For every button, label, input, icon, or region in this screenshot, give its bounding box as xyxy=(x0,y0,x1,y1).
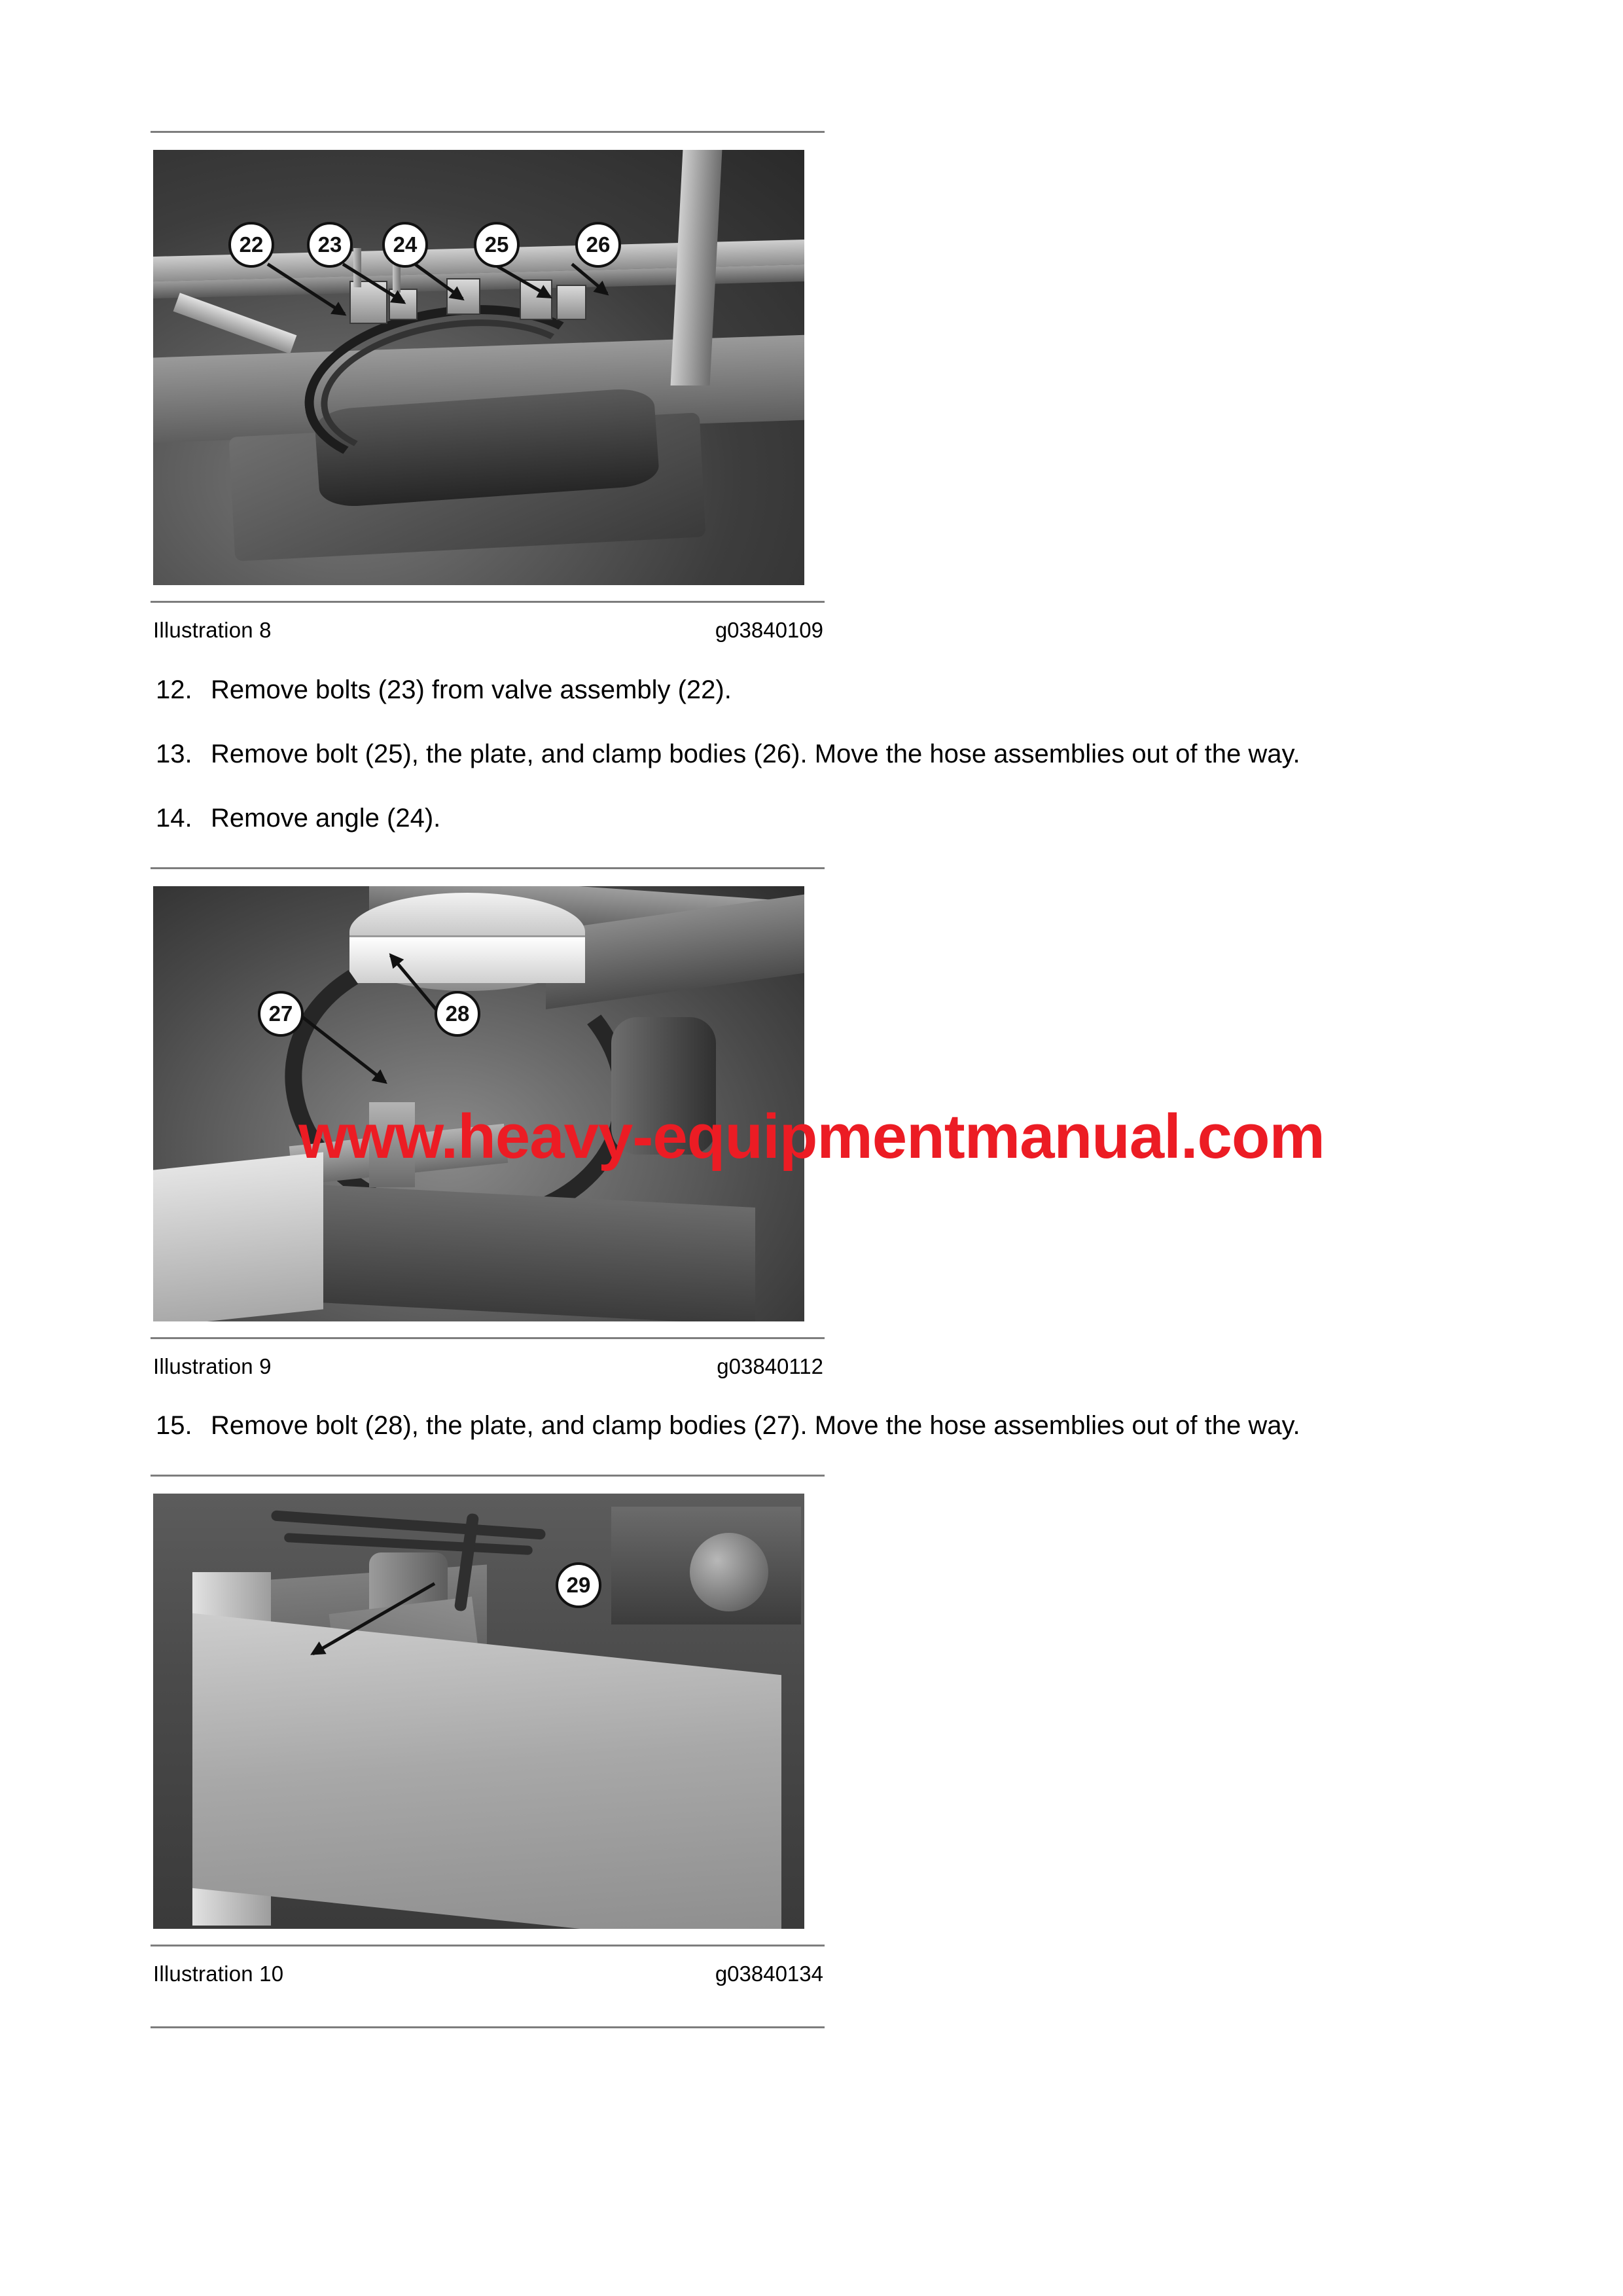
illustration-10-photo-wrap xyxy=(153,1494,1499,1929)
figure-top-rule xyxy=(151,867,825,869)
step-15-text: Remove bolt (28), the plate, and clamp bodies (27). Move the hose assemblies out of the way. xyxy=(211,1411,1300,1441)
callout-27: 27 xyxy=(258,991,304,1037)
watermark-text: www.heavy-equipmentmanual.com xyxy=(298,1102,1325,1172)
callout-24: 24 xyxy=(382,222,428,268)
step-12-text: Remove bolts (23) from valve assembly (22). xyxy=(211,675,732,704)
illustration-9-label: Illustration 9 xyxy=(153,1354,272,1378)
step-12 xyxy=(151,672,1499,708)
illustration-10-code: g03840134 xyxy=(715,1962,823,1986)
step-14-text: Remove angle (24). xyxy=(211,803,441,833)
step-13-text: Remove bolt (25), the plate, and clamp bodies (26). Move the hose assemblies out of the way. xyxy=(211,739,1300,768)
page-content xyxy=(151,131,1499,2028)
callout-22: 22 xyxy=(228,222,274,268)
illustration-8-label: Illustration 8 xyxy=(153,618,272,642)
illustration-8-caption xyxy=(151,603,825,643)
callout-26: 26 xyxy=(575,222,621,268)
step-14 xyxy=(151,800,1499,836)
figure-closing-rule xyxy=(151,2026,825,2028)
figure-top-rule xyxy=(151,1475,825,1477)
step-15-number: 15. xyxy=(156,1411,192,1441)
step-14-number: 14. xyxy=(156,803,192,833)
figure-illustration-10 xyxy=(151,1475,1499,2028)
figure-illustration-8 xyxy=(151,131,1499,643)
step-13 xyxy=(151,736,1499,772)
step-15 xyxy=(151,1408,1499,1443)
figure-illustration-9 xyxy=(151,867,1499,1380)
illustration-9-caption xyxy=(151,1339,825,1380)
illustration-8-code: g03840109 xyxy=(715,618,823,642)
illustration-9-photo-wrap xyxy=(153,886,1499,1321)
illustration-8-photo-wrap xyxy=(153,150,1499,585)
callout-28: 28 xyxy=(435,991,480,1037)
callout-29: 29 xyxy=(556,1562,601,1608)
step-12-number: 12. xyxy=(156,675,192,704)
illustration-10-image xyxy=(153,1494,804,1929)
figure-top-rule xyxy=(151,131,825,133)
illustration-10-label: Illustration 10 xyxy=(153,1962,284,1986)
illustration-10-caption xyxy=(151,1946,825,1987)
illustration-9-code: g03840112 xyxy=(717,1354,823,1378)
step-13-number: 13. xyxy=(156,739,192,768)
illustration-8-image xyxy=(153,150,804,585)
callout-25: 25 xyxy=(474,222,520,268)
illustration-9-image xyxy=(153,886,804,1321)
callout-23: 23 xyxy=(307,222,353,268)
